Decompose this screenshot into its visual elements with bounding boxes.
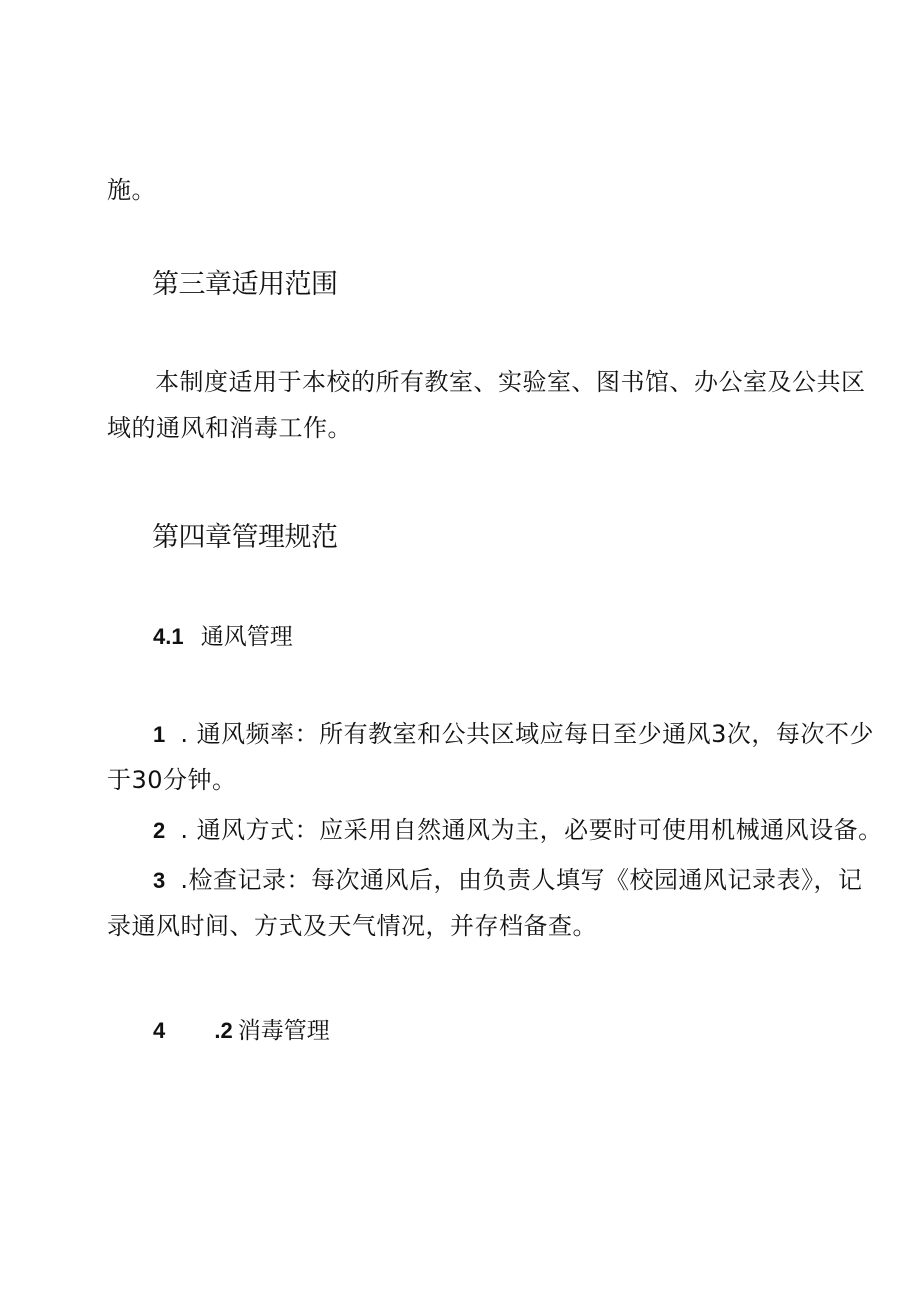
list-item-3-number: 3 — [153, 868, 166, 893]
list-item-2-line-1 — [153, 818, 883, 842]
list-item-1-line-2: 于30分钟。 — [107, 766, 237, 794]
section-4-1-number: 4.1 — [153, 624, 184, 649]
list-item-3-line-1 — [153, 868, 862, 892]
list-item-1-number: 1 — [153, 722, 166, 747]
section-4-2-heading — [153, 1020, 330, 1043]
chapter-4-heading: 第四章管理规范 — [152, 522, 338, 553]
list-item-1-text: . 通风频率：所有教室和公共区域应每日至少通风3次，每次不少 — [180, 720, 874, 748]
list-item-3-line-2: 录通风时间、方式及天气情况，并存档备查。 — [107, 912, 597, 940]
list-item-2-number: 2 — [153, 818, 166, 843]
list-item-2-text: . 通风方式：应采用自然通风为主，必要时可使用机械通风设备。 — [180, 816, 883, 844]
section-4-1-title: 通风管理 — [200, 624, 293, 650]
intro-tail-text: 施。 — [107, 176, 156, 204]
section-4-2-number-part-a: 4 — [153, 1018, 166, 1043]
section-4-2-title: 消毒管理 — [237, 1018, 330, 1044]
section-4-2-number-part-b: .2 — [214, 1018, 233, 1043]
list-item-1-line-1 — [153, 722, 874, 746]
section-4-1-heading — [153, 626, 293, 649]
chapter-3-paragraph-line-2: 域的通风和消毒工作。 — [107, 414, 352, 442]
chapter-3-paragraph-line-1: 本制度适用于本校的所有教室、实验室、图书馆、办公室及公共区 — [155, 368, 866, 396]
list-item-3-text: .检查记录：每次通风后，由负责人填写《校园通风记录表》，记 — [180, 866, 863, 894]
chapter-3-heading: 第三章适用范围 — [152, 269, 338, 300]
